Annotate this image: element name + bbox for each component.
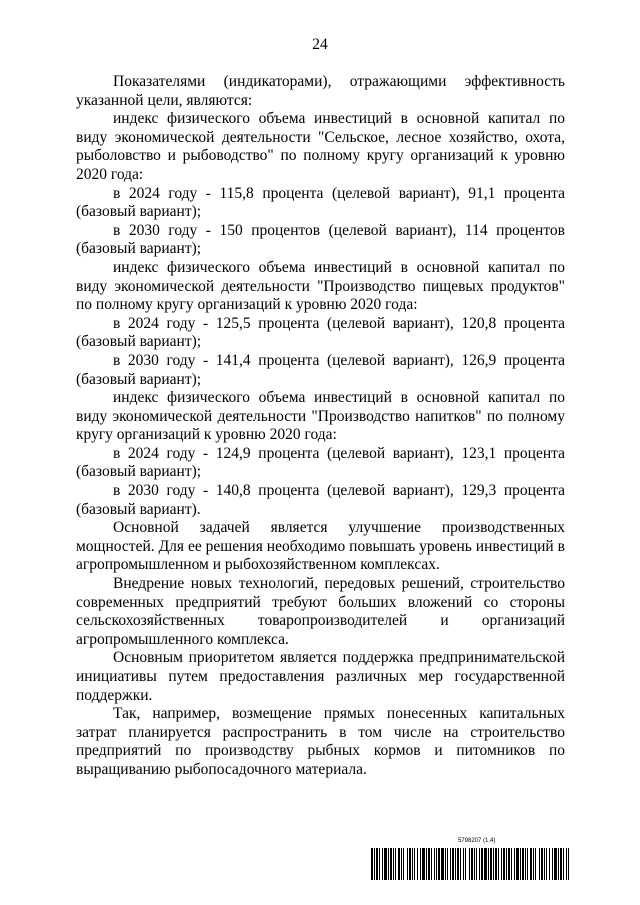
barcode-caption: 5798207 (1.4)	[458, 838, 496, 844]
barcode-bar	[417, 848, 418, 880]
barcode-bar	[393, 848, 394, 880]
barcode-bar	[539, 848, 540, 880]
barcode-bar	[445, 848, 446, 880]
paragraph: индекс физического объема инвестиций в основной капитал по виду экономической деятельности "Сельское, лесное хозяйство, охота, рыболовство и рыбоводство" по полному кругу организаций к уровню 2020 года:	[76, 110, 565, 183]
paragraph: в 2030 году - 140,8 процента (целевой вариант), 129,3 процента (базовый вариант).	[76, 482, 565, 518]
barcode-bar	[525, 848, 526, 880]
barcode-bar	[484, 848, 487, 880]
barcode-bar	[506, 848, 507, 880]
barcode-bar	[455, 848, 456, 880]
barcode-bar	[390, 848, 392, 880]
barcode-bar	[431, 848, 432, 880]
barcode-bar	[479, 848, 480, 880]
barcode-bar	[511, 848, 512, 880]
paragraph: Так, например, возмещение прямых понесенных капитальных затрат планируется распространить в том числе на строительство предприятий по производству рыбных кормов и питомников по выращиванию рыбопосадочного материала.	[76, 705, 565, 778]
paragraph: индекс физического объема инвестиций в основной капитал по виду экономической деятельности "Производство пищевых продуктов" по полному кругу организаций к уровню 2020 года:	[76, 258, 565, 314]
barcode-bar	[563, 848, 564, 880]
barcode-bar	[520, 848, 521, 880]
barcode-bar	[546, 848, 547, 880]
barcode-bar	[460, 848, 461, 880]
barcode-bar	[533, 848, 534, 880]
barcode-bar	[401, 848, 402, 880]
paragraph: Внедрение новых технологий, передовых решений, строительство современных предприятий требуют больших вложений со стороны сельскохозяйственных товаропроизводителей и организаций агропромышленного комплекса.	[76, 575, 565, 648]
barcode-bar	[481, 848, 483, 880]
barcode-bar	[560, 848, 562, 880]
paragraph: в 2030 году - 141,4 процента (целевой вариант), 126,9 процента (базовый вариант);	[76, 351, 565, 388]
paragraph: в 2024 году - 115,8 процента (целевой вариант), 91,1 процента (базовый вариант);	[76, 184, 565, 221]
barcode-bar	[514, 848, 515, 880]
barcode-bar	[436, 848, 437, 880]
paragraph: индекс физического объема инвестиций в основной капитал по виду экономической деятельности "Производство напитков" по полному кругу организаций к уровню 2020 года:	[76, 389, 565, 444]
barcode-bar	[428, 848, 430, 880]
barcode-bar	[503, 848, 505, 880]
barcode-bar	[530, 848, 532, 880]
barcode-bar	[568, 848, 569, 880]
paragraph: в 2030 году - 150 процентов (целевой вариант), 114 процентов (базовый вариант);	[76, 221, 565, 258]
barcode-bar	[407, 848, 408, 880]
barcode-bar	[549, 848, 550, 880]
barcode-bar	[488, 848, 489, 880]
barcode-bar	[554, 848, 557, 880]
paragraph: Показателями (индикаторами), отражающими эффективность указанной цели, являются:	[76, 73, 565, 109]
barcode-bar	[379, 848, 380, 880]
barcode-bar	[501, 848, 502, 880]
barcode-bar	[558, 848, 559, 880]
barcode-bar	[541, 848, 543, 880]
barcode-bar	[422, 848, 425, 880]
barcode-bar	[398, 848, 400, 880]
barcode-bar	[508, 848, 510, 880]
paragraph: в 2024 году - 125,5 процента (целевой вариант), 120,8 процента (базовый вариант);	[76, 314, 565, 351]
barcode-bar	[465, 848, 466, 880]
barcode-bar	[516, 848, 519, 880]
barcode-bar	[420, 848, 421, 880]
barcode-bar	[414, 848, 415, 880]
barcode-bar	[474, 848, 475, 880]
barcode-bar	[535, 848, 536, 880]
paragraph: Основной задачей является улучшение производственных мощностей. Для ее решения необходимо повышать уровень инвестиций в агропромышленном и рыбохозяйственном комплексах.	[76, 519, 565, 574]
barcode-bar	[522, 848, 524, 880]
barcode-bar	[434, 848, 435, 880]
barcode-bar	[384, 848, 387, 880]
barcode-bar	[495, 848, 497, 880]
barcode-bar	[438, 848, 440, 880]
barcode-bar	[544, 848, 545, 880]
barcode-bar	[457, 848, 459, 880]
barcode-bar	[490, 848, 492, 880]
barcode-bar	[566, 848, 567, 880]
barcode-bar	[403, 848, 404, 880]
page-number: 24	[312, 36, 328, 53]
barcode-bar	[388, 848, 389, 880]
barcode-bar	[412, 848, 413, 880]
barcode-bar	[395, 848, 396, 880]
barcode-bar	[469, 848, 470, 880]
barcode-bar	[493, 848, 494, 880]
barcode-bar	[498, 848, 499, 880]
paragraph: Основным приоритетом является поддержка предпринимательской инициативы путем предоставления различных мер государственной поддержки.	[76, 649, 565, 704]
barcode-bar	[426, 848, 427, 880]
barcode-bar	[552, 848, 553, 880]
barcode-bar	[527, 848, 528, 880]
barcode-bar	[471, 848, 473, 880]
barcode-bar	[476, 848, 477, 880]
barcode-bar	[447, 848, 448, 880]
document-body	[76, 73, 565, 780]
barcode-bar	[409, 848, 411, 880]
barcode-bar	[452, 848, 454, 880]
barcode-bar	[463, 848, 464, 880]
barcode-image	[371, 848, 569, 880]
barcode-bar	[374, 848, 375, 880]
barcode-bar	[371, 848, 373, 880]
barcode-bar	[376, 848, 378, 880]
barcode-bar	[450, 848, 451, 880]
barcode-bar	[382, 848, 383, 880]
paragraph: в 2024 году - 124,9 процента (целевой вариант), 123,1 процента (базовый вариант);	[76, 444, 565, 481]
barcode-bar	[441, 848, 444, 880]
